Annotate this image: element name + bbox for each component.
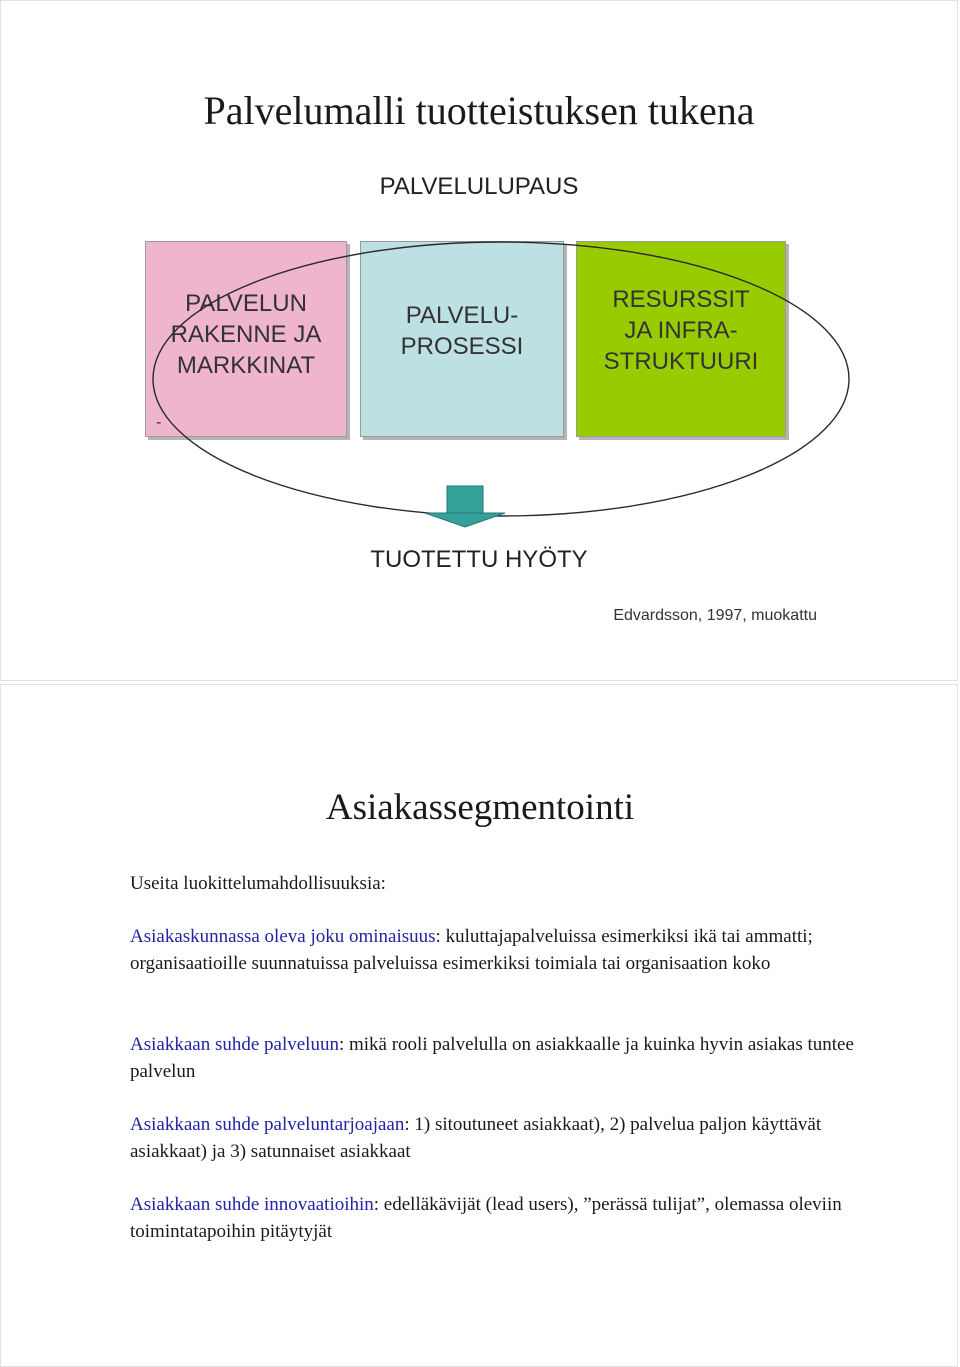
service-promise-label: PALVELULUPAUS xyxy=(379,173,579,200)
source-citation: Edvardsson, 1997, muokattu xyxy=(613,607,817,624)
produced-benefit-label: TUOTETTU HYÖTY xyxy=(370,546,588,573)
structure-box-label: PALVELUN RAKENNE JA MARKKINAT xyxy=(170,290,322,379)
item-text: : kuluttajapalveluissa esimerkiksi ikä tai ammatti; organisaatioille suunnatuissa palveluissa esimerkiksi toimiala tai organisaation koko xyxy=(130,926,813,974)
item-lead: Asiakkaan suhde palveluun xyxy=(130,1034,339,1055)
slide-service-model xyxy=(0,0,958,681)
ellipse-arrow-overlay xyxy=(1,1,959,682)
item-text: : 1) sitoutuneet asiakkaat), 2) palvelua paljon käyttävät asiakkaat) ja 3) satunnaiset asiakkaat xyxy=(130,1114,822,1162)
segmentation-item xyxy=(130,1111,870,1165)
item-lead: Asiakkaan suhde palveluntarjoajaan xyxy=(130,1114,405,1135)
segmentation-item xyxy=(130,1191,870,1245)
item-text: : edelläkävijät (lead users), ”perässä tulijat”, olemassa oleviin toimintatapoihin pitäytyjät xyxy=(130,1194,842,1242)
slide-title: Palvelumalli tuotteistuksen tukena xyxy=(203,88,755,133)
dash-mark: - xyxy=(156,414,162,431)
intro-text: Useita luokittelumahdollisuuksia: xyxy=(130,873,386,894)
item-lead: Asiakaskunnassa oleva joku ominaisuus xyxy=(130,926,436,947)
segmentation-item xyxy=(130,1031,870,1085)
process-box-label: PALVELU- PROSESSI xyxy=(400,302,524,360)
segmentation-title: Asiakassegmentointi xyxy=(325,787,635,828)
item-text: : mikä rooli palvelulla on asiakkaalle ja kuinka hyvin asiakas tuntee palvelun xyxy=(130,1034,854,1082)
down-arrow-icon xyxy=(425,486,505,527)
enclosing-ellipse xyxy=(153,242,849,516)
segmentation-item xyxy=(130,923,870,977)
resources-box-label: RESURSSIT JA INFRA- STRUKTUURI xyxy=(603,286,759,375)
item-lead: Asiakkaan suhde innovaatioihin xyxy=(130,1194,374,1215)
